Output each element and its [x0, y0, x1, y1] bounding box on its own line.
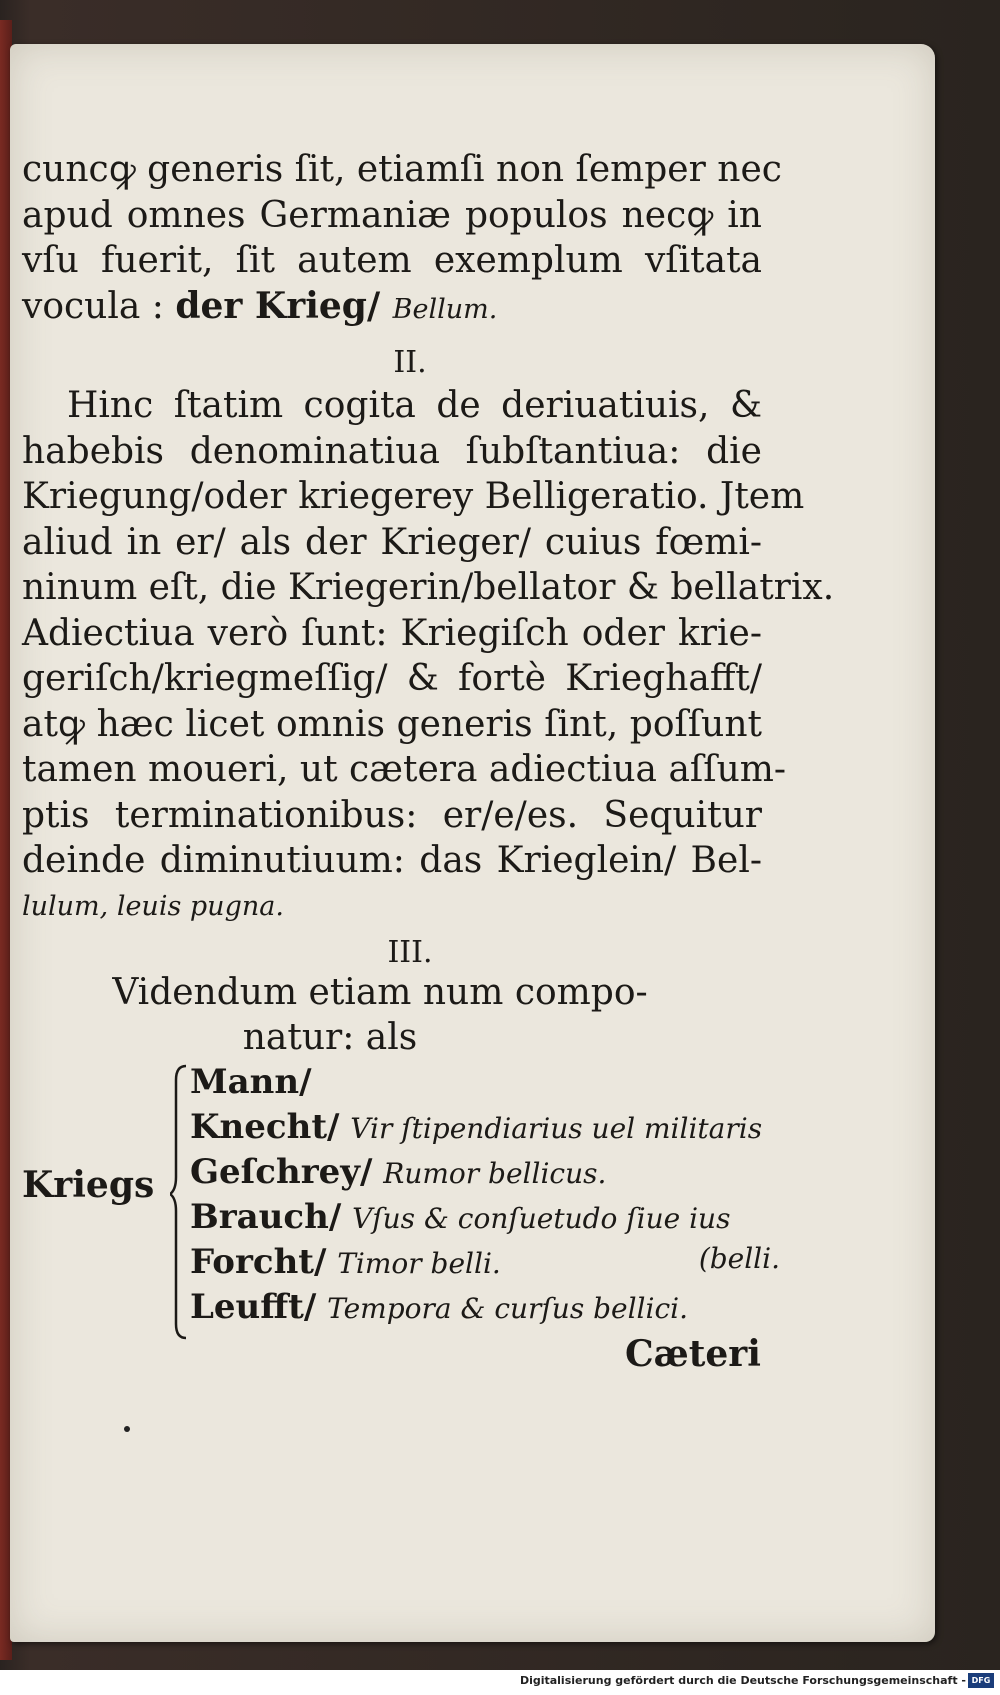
list-item: Geſchrey/ Rumor bellicus.: [190, 1152, 607, 1192]
latin-text: vocula :: [22, 285, 176, 327]
text-line: apud omnes Germaniæ populos necꝙ in: [22, 194, 762, 236]
text-line: geriſch/kriegmeſſig/ & fortè Krieghafft/: [22, 658, 762, 699]
text-line: ninum eſt, die Kriegerin/bellator & bellatrix.: [22, 567, 835, 608]
text-line: Adiectiua verò ſunt: Kriegiſch oder krie-: [22, 612, 762, 654]
curly-brace-icon: [170, 1062, 188, 1342]
paragraph-1: [22, 147, 782, 329]
text-line: atꝙ hæc licet omnis generis ſint, poſſunt: [22, 703, 762, 745]
text-line: ptis terminationibus: er/e/es. Sequitur: [22, 794, 762, 836]
text-line: aliud in er/ als der Krieger/ cuius fœmi-: [22, 521, 762, 563]
list-item: Brauch/ Vſus & conſuetudo ſiue ius: [190, 1197, 731, 1237]
latin-gloss: Bellum.: [392, 293, 498, 325]
text-line: [22, 284, 762, 330]
compound-stem: Kriegs: [22, 1164, 155, 1206]
overflow-word: (belli.: [698, 1242, 780, 1275]
text-line: vſu fuerit, ſit autem exemplum vſitata: [22, 240, 762, 281]
ink-dot: [124, 1426, 130, 1432]
list-item: Leufft/ Tempora & curſus bellici.: [190, 1287, 688, 1327]
text-line: Kriegung/oder kriegerey Belligeratio. Jtem: [22, 476, 805, 517]
text-line: deinde diminutiuum: das Krieglein/ Bel-: [22, 840, 762, 881]
text-line: Hinc ſtatim cogita de deriuatiuis, &: [67, 385, 762, 426]
text-line: cuncꝙ generis ſit, etiamſi non ſemper nec: [22, 149, 782, 190]
text-line: habebis denominatiua ſubſtantiua: die: [22, 430, 762, 472]
list-item: Mann/: [190, 1062, 312, 1102]
section-heading-3: III.: [387, 935, 433, 970]
catchword: Cæteri: [625, 1333, 761, 1375]
dfg-logo: DFG: [968, 1673, 994, 1688]
compound-list: [22, 1062, 782, 1352]
list-item: Knecht/ Vir ſtipendiarius uel militaris: [190, 1107, 763, 1147]
list-item: Forcht/ Timor belli. (belli.: [190, 1242, 780, 1282]
german-word: der Krieg/: [175, 284, 393, 327]
footer-credit: Digitalisierung gefördert durch die Deutsche Forschungsgemeinschaft -: [519, 1674, 966, 1687]
text-line: lulum, leuis pugna.: [22, 890, 284, 922]
paragraph-3-line-1: Videndum etiam num compo-: [112, 972, 648, 1013]
paragraph-2: [22, 383, 835, 929]
paragraph-3-line-2: natur: als: [242, 1017, 418, 1058]
text-line: tamen moueri, ut cætera adiectiua aſſum-: [22, 749, 787, 790]
section-heading-2: II.: [393, 345, 427, 380]
